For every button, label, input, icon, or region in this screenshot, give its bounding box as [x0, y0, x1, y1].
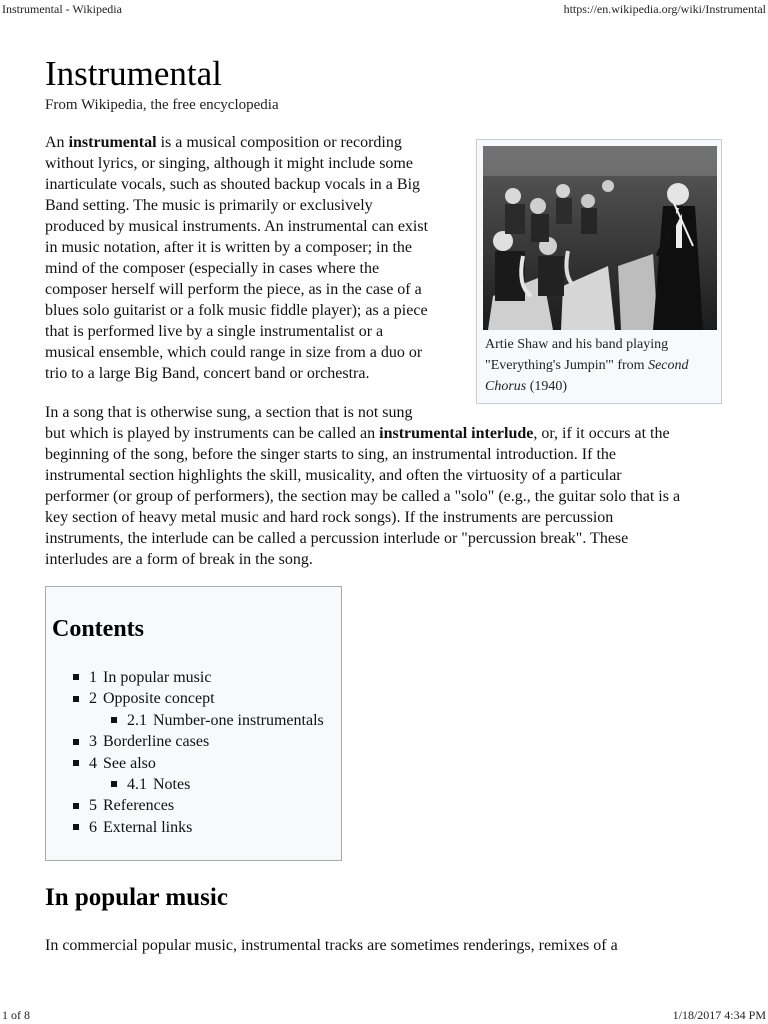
toc-item[interactable]: [73, 753, 156, 774]
section-heading-popular-music: In popular music: [45, 884, 228, 911]
caption-line: Chorus (1940): [485, 379, 568, 394]
bullet-icon: [73, 760, 79, 766]
bullet-icon: [73, 803, 79, 809]
bullet-icon: [73, 739, 79, 745]
toc-item-label[interactable]: Borderline cases: [103, 733, 210, 751]
footer-page-count: 1 of 8: [2, 1008, 30, 1022]
page-title: Instrumental: [45, 54, 222, 93]
paragraph-line: interludes are a form of break in the song.: [45, 551, 313, 568]
bullet-icon: [73, 696, 79, 702]
italic-title[interactable]: Second: [648, 358, 689, 373]
paragraph-line: inarticulate vocals, such as shouted backup vocals in a Big: [45, 176, 421, 193]
paragraph-line: in music notation, after it is written by a composer; in the: [45, 239, 413, 256]
paragraph-line: instrumental section highlights the skill, musicality, and often the virtuosity of a particular: [45, 467, 622, 484]
intro-paragraph: [45, 132, 465, 384]
caption-line: "Everything's Jumpin'" from Second: [485, 358, 689, 373]
toc-item-label[interactable]: See also: [103, 754, 156, 772]
italic-title[interactable]: Chorus: [485, 379, 527, 394]
paragraph-line: beginning of the song, before the singer starts to sing, an instrumental introduction. If the: [45, 446, 616, 463]
paragraph-line: produced by musical instruments. An instrumental can exist: [45, 218, 429, 235]
bullet-icon: [111, 781, 117, 787]
paragraph-line: instruments, the interlude can be called a percussion interlude or "percussion break". These: [45, 530, 629, 547]
bullet-icon: [73, 674, 79, 680]
toc-item-number: 4: [89, 754, 97, 772]
bold-term: instrumental: [68, 134, 157, 151]
toc-item-label[interactable]: Notes: [153, 776, 191, 793]
caption-line: Artie Shaw and his band playing: [485, 337, 669, 352]
browser-page-title: Instrumental - Wikipedia: [2, 2, 122, 16]
toc-item-label[interactable]: Opposite concept: [103, 690, 215, 708]
toc-item-number: 5: [89, 797, 97, 815]
toc-item[interactable]: [73, 731, 209, 752]
toc-item-label[interactable]: Number-one instrumentals: [153, 711, 324, 729]
toc-item-number: 6: [89, 818, 97, 836]
page-subtitle: From Wikipedia, the free encyclopedia: [45, 97, 279, 113]
paragraph-line: performer (or group of performers), the section may be called a "solo" (e.g., the guitar solo that is a: [45, 488, 681, 505]
paragraph-line: trio to a large Big Band, concert band or orchestra.: [45, 365, 370, 382]
toc-item[interactable]: [73, 795, 174, 816]
toc-item-label[interactable]: References: [103, 797, 175, 815]
toc-item[interactable]: [111, 774, 190, 795]
figure-thumbnail: [476, 139, 722, 404]
second-paragraph: [45, 402, 725, 570]
toc-title: Contents: [52, 616, 145, 642]
paragraph-line: that is performed live by a single instrumentalist or a: [45, 323, 384, 340]
toc-item-label[interactable]: External links: [103, 818, 193, 836]
paragraph-line: but which is played by instruments can be called an instrumental interlude, or, if it occurs at the: [45, 425, 670, 442]
toc-item-number: 2: [89, 690, 97, 708]
toc-item[interactable]: [73, 817, 192, 838]
paragraph-line: musical ensemble, which could range in size from a duo or: [45, 344, 423, 361]
paragraph-line: An instrumental is a musical composition or recording: [45, 134, 402, 151]
toc-item[interactable]: [111, 710, 324, 731]
paragraph-line: Band setting. The music is primarily or exclusively: [45, 197, 373, 214]
toc-item-number: 1: [89, 669, 97, 686]
paragraph-line: blues solo guitarist or a folk music fiddle player); as a piece: [45, 302, 428, 319]
table-of-contents: [45, 586, 342, 861]
toc-item[interactable]: [73, 688, 215, 709]
toc-item-number: 2.1: [127, 711, 147, 729]
bold-term: instrumental interlude: [379, 425, 534, 442]
toc-item-number: 4.1: [127, 776, 147, 793]
figure-caption: [485, 334, 717, 397]
bullet-icon: [111, 717, 117, 723]
paragraph-line: mind of the composer (especially in cases where the: [45, 260, 380, 277]
band-photo[interactable]: [483, 146, 717, 330]
toc-item-label[interactable]: In popular music: [103, 669, 212, 686]
paragraph-line: without lyrics, or singing, although it might include some: [45, 155, 413, 172]
paragraph-line: In a song that is otherwise sung, a section that is not sung: [45, 404, 413, 421]
section-paragraph: In commercial popular music, instrumental tracks are sometimes renderings, remixes of a: [45, 937, 618, 954]
toc-item-number: 3: [89, 733, 97, 751]
paragraph-line: key section of heavy metal music and hard rock songs). If the instruments are percussion: [45, 509, 614, 526]
footer-timestamp: 1/18/2017 4:34 PM: [672, 1008, 766, 1022]
bullet-icon: [73, 824, 79, 830]
paragraph-line: composer herself will perform the piece, as in the case of a: [45, 281, 422, 298]
toc-item[interactable]: [73, 667, 211, 688]
browser-url[interactable]: https://en.wikipedia.org/wiki/Instrumental: [563, 2, 766, 16]
band-photo-image: [483, 146, 717, 330]
